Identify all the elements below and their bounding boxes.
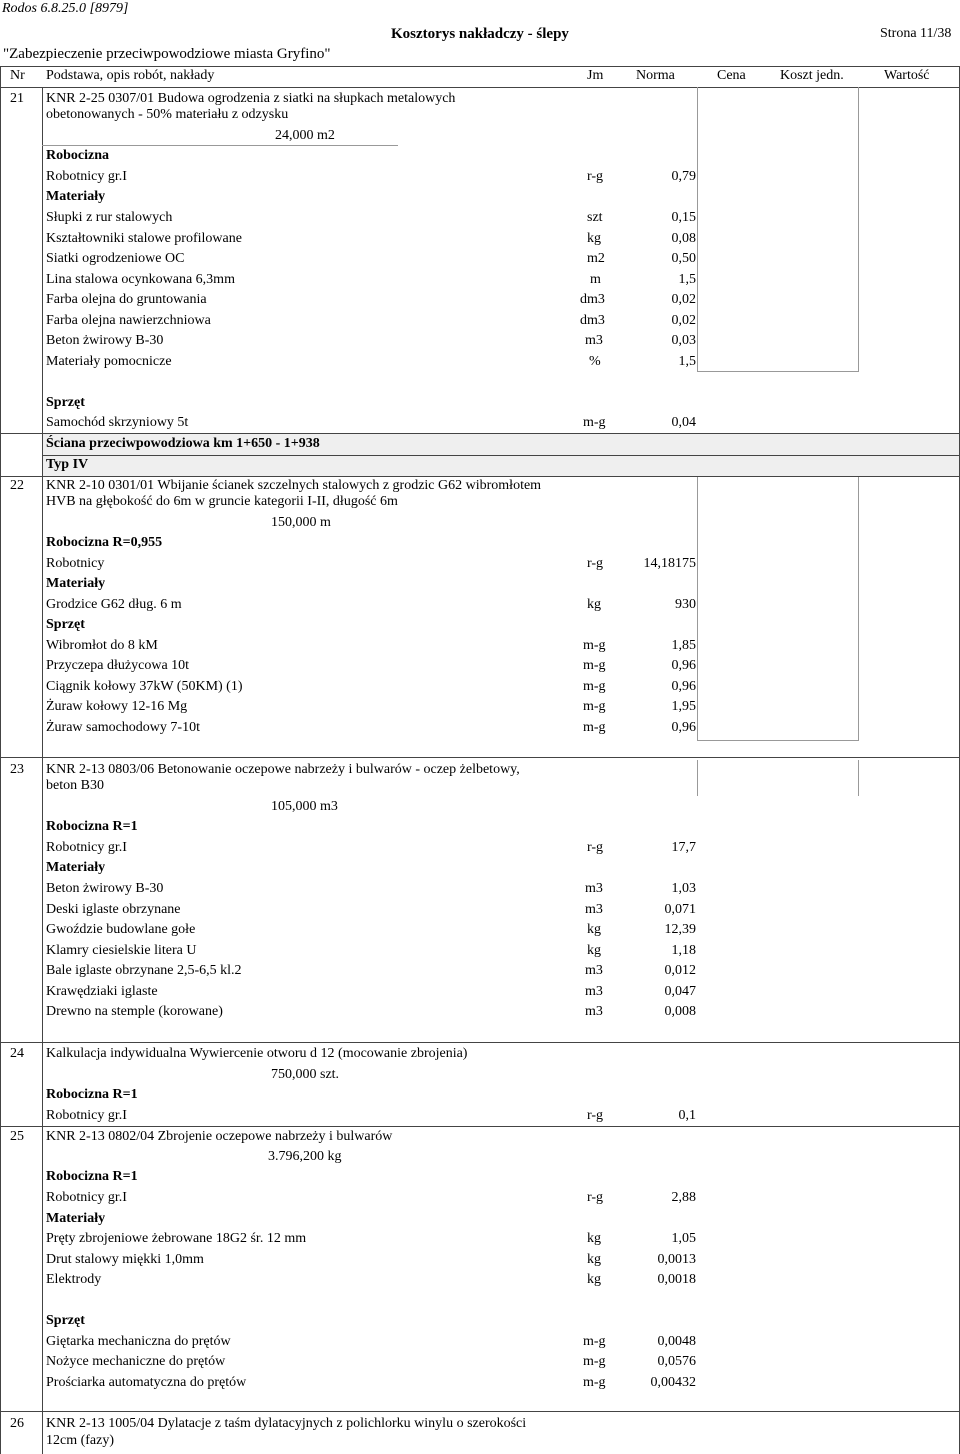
material-name: Materiały pomocnicze (46, 354, 172, 369)
labor-unit: r-g (587, 1108, 604, 1123)
material-norm: 930 (675, 597, 696, 612)
equipment-norm: 1,85 (671, 638, 696, 653)
equipment-unit: m-g (583, 638, 606, 653)
materials-heading: Materiały (46, 189, 106, 204)
material-unit: m3 (585, 984, 603, 999)
equipment-name: Żuraw samochodowy 7-10t (46, 720, 200, 735)
material-name: Kształtowniki stalowe profilowane (46, 231, 242, 246)
material-name: Siatki ogrodzeniowe OC (46, 251, 185, 266)
item-description-line1: KNR 2-13 0802/04 Zbrojenie oczepowe nabrzeży i bulwarów (46, 1129, 393, 1144)
material-name: Farba olejna nawierzchniowa (46, 313, 211, 328)
column-description: Podstawa, opis robót, nakłady (46, 68, 215, 83)
item-description-line1: KNR 2-25 0307/01 Budowa ogrodzenia z siatki na słupkach metalowych (46, 91, 456, 106)
item-number: 26 (10, 1416, 24, 1431)
material-name: Drut stalowy miękki 1,0mm (46, 1252, 204, 1267)
material-unit: kg (587, 1252, 601, 1267)
material-norm: 1,5 (678, 354, 696, 369)
material-name: Bale iglaste obrzynane 2,5-6,5 kl.2 (46, 963, 242, 978)
app-version: Rodos 6.8.25.0 [8979] (2, 1, 129, 16)
section-title: Ściana przeciwpowodziowa km 1+650 - 1+938 (46, 436, 320, 451)
labor-heading: Robocizna (46, 148, 109, 163)
labor-unit: r-g (587, 169, 604, 184)
material-unit: szt (587, 210, 603, 225)
material-norm: 0,008 (664, 1004, 696, 1019)
material-unit: m2 (587, 251, 605, 266)
material-norm: 1,5 (678, 272, 696, 287)
material-norm: 1,05 (671, 1231, 696, 1246)
material-name: Farba olejna do gruntowania (46, 292, 207, 307)
labor-norm: 2,88 (671, 1190, 696, 1205)
labor-unit: r-g (587, 556, 604, 571)
equipment-name: Żuraw kołowy 12-16 Mg (46, 699, 188, 714)
item-number: 21 (10, 91, 24, 106)
column-norm: Norma (636, 68, 675, 83)
item-description-line2: obetonowanych - 50% materiału z odzysku (46, 107, 289, 122)
material-unit: kg (587, 597, 601, 612)
labor-norm: 14,18175 (643, 556, 696, 571)
equipment-unit: m-g (583, 658, 606, 673)
material-name: Grodzice G62 dług. 6 m (46, 597, 182, 612)
material-norm: 0,08 (671, 231, 696, 246)
material-unit: kg (587, 943, 601, 958)
equipment-name: Przyczepa dłużycowa 10t (46, 658, 190, 673)
labor-norm: 0,1 (678, 1108, 696, 1123)
item-description-line2: beton B30 (46, 778, 104, 793)
equipment-norm: 1,95 (671, 699, 696, 714)
material-norm: 0,02 (671, 313, 696, 328)
item-quantity: 3.796,200 kg (268, 1149, 342, 1164)
material-norm: 0,03 (671, 333, 696, 348)
material-norm: 1,18 (671, 943, 696, 958)
material-name: Drewno na stemple (korowane) (46, 1004, 223, 1019)
item-description-line1: Kalkulacja indywidualna Wywiercenie otworu d 12 (mocowanie zbrojenia) (46, 1046, 468, 1061)
equipment-name: Giętarka mechaniczna do prętów (46, 1334, 231, 1349)
equipment-heading: Sprzęt (46, 617, 85, 632)
material-unit: % (589, 354, 601, 369)
material-name: Klamry ciesielskie litera U (46, 943, 197, 958)
item-description-line1: KNR 2-10 0301/01 Wbijanie ścianek szczelnych stalowych z grodzic G62 wibromłotem (46, 478, 542, 493)
equipment-norm: 0,96 (671, 679, 696, 694)
equipment-heading: Sprzęt (46, 395, 85, 410)
labor-name: Robotnicy gr.I (46, 840, 127, 855)
equipment-norm: 0,04 (671, 415, 696, 430)
labor-norm: 0,79 (671, 169, 696, 184)
equipment-unit: m-g (583, 415, 606, 430)
labor-heading: Robocizna R=0,955 (46, 535, 163, 550)
labor-name: Robotnicy gr.I (46, 1108, 127, 1123)
equipment-unit: m-g (583, 1354, 606, 1369)
labor-unit: r-g (587, 840, 604, 855)
column-unit: Jm (587, 68, 604, 83)
labor-norm: 17,7 (671, 840, 696, 855)
materials-heading: Materiały (46, 1211, 106, 1226)
labor-name: Robotnicy (46, 556, 105, 571)
labor-unit: r-g (587, 1190, 604, 1205)
materials-heading: Materiały (46, 576, 106, 591)
equipment-name: Prościarka automatyczna do prętów (46, 1375, 247, 1390)
item-quantity: 105,000 m3 (271, 799, 338, 814)
material-name: Lina stalowa ocynkowana 6,3mm (46, 272, 235, 287)
equipment-name: Samochód skrzyniowy 5t (46, 415, 189, 430)
item-number: 23 (10, 762, 24, 777)
item-description-line1: KNR 2-13 1005/04 Dylatacje z taśm dylatacyjnych z polichlorku winylu o szerokości (46, 1416, 527, 1431)
item-number: 22 (10, 478, 24, 493)
section-subtitle: Typ IV (46, 457, 89, 472)
material-norm: 0,0013 (657, 1252, 696, 1267)
item-description-line1: KNR 2-13 0803/06 Betonowanie oczepowe nabrzeży i bulwarów - oczep żelbetowy, (46, 762, 520, 777)
labor-heading: Robocizna R=1 (46, 819, 138, 834)
material-name: Słupki z rur stalowych (46, 210, 173, 225)
equipment-name: Wibromłot do 8 kM (46, 638, 158, 653)
equipment-norm: 0,0048 (657, 1334, 696, 1349)
equipment-unit: m-g (583, 699, 606, 714)
material-unit: kg (587, 922, 601, 937)
material-norm: 12,39 (664, 922, 696, 937)
item-number: 25 (10, 1129, 24, 1144)
material-unit: m3 (585, 333, 603, 348)
material-norm: 1,03 (671, 881, 696, 896)
material-name: Gwoździe budowlane gołe (46, 922, 196, 937)
labor-heading: Robocizna R=1 (46, 1169, 138, 1184)
column-unit-cost: Koszt jedn. (780, 68, 844, 83)
labor-name: Robotnicy gr.I (46, 169, 127, 184)
labor-name: Robotnicy gr.I (46, 1190, 127, 1205)
project-title: "Zabezpieczenie przeciwpowodziowe miasta Gryfino" (3, 46, 331, 62)
equipment-norm: 0,00432 (650, 1375, 696, 1390)
material-unit: dm3 (580, 292, 605, 307)
column-value: Wartość (884, 68, 930, 83)
material-norm: 0,50 (671, 251, 696, 266)
item-quantity: 150,000 m (271, 515, 331, 530)
material-name: Beton żwirowy B-30 (46, 881, 164, 896)
document-title: Kosztorys nakładczy - ślepy (391, 26, 569, 42)
material-unit: kg (587, 1272, 601, 1287)
equipment-norm: 0,96 (671, 658, 696, 673)
material-name: Pręty zbrojeniowe żebrowane 18G2 śr. 12 mm (46, 1231, 307, 1246)
material-unit: m3 (585, 963, 603, 978)
material-name: Deski iglaste obrzynane (46, 902, 181, 917)
material-name: Elektrody (46, 1272, 102, 1287)
column-price: Cena (717, 68, 746, 83)
equipment-unit: m-g (583, 720, 606, 735)
material-unit: dm3 (580, 313, 605, 328)
material-norm: 0,02 (671, 292, 696, 307)
material-unit: m3 (585, 881, 603, 896)
material-unit: m (590, 272, 601, 287)
material-norm: 0,071 (664, 902, 696, 917)
material-unit: m3 (585, 1004, 603, 1019)
equipment-heading: Sprzęt (46, 1313, 85, 1328)
material-norm: 0,012 (664, 963, 696, 978)
material-unit: kg (587, 231, 601, 246)
equipment-unit: m-g (583, 1334, 606, 1349)
equipment-unit: m-g (583, 679, 606, 694)
item-quantity: 750,000 szt. (271, 1067, 340, 1082)
item-description-line2: 12cm (fazy) (46, 1433, 115, 1448)
item-quantity: 24,000 m2 (275, 128, 335, 143)
materials-heading: Materiały (46, 860, 106, 875)
equipment-norm: 0,96 (671, 720, 696, 735)
material-name: Beton żwirowy B-30 (46, 333, 164, 348)
material-unit: kg (587, 1231, 601, 1246)
material-name: Krawędziaki iglaste (46, 984, 158, 999)
material-unit: m3 (585, 902, 603, 917)
equipment-name: Ciągnik kołowy 37kW (50KM) (1) (46, 679, 243, 694)
material-norm: 0,047 (664, 984, 696, 999)
item-number: 24 (10, 1046, 24, 1061)
equipment-name: Nożyce mechaniczne do prętów (46, 1354, 226, 1369)
page-number: Strona 11/38 (880, 26, 952, 41)
equipment-norm: 0,0576 (657, 1354, 696, 1369)
labor-heading: Robocizna R=1 (46, 1087, 138, 1102)
column-nr: Nr (10, 68, 25, 83)
equipment-unit: m-g (583, 1375, 606, 1390)
material-norm: 0,0018 (657, 1272, 696, 1287)
material-norm: 0,15 (671, 210, 696, 225)
item-description-line2: HVB na głębokość do 6m w gruncie kategorii I-II, długość 6m (46, 494, 398, 509)
